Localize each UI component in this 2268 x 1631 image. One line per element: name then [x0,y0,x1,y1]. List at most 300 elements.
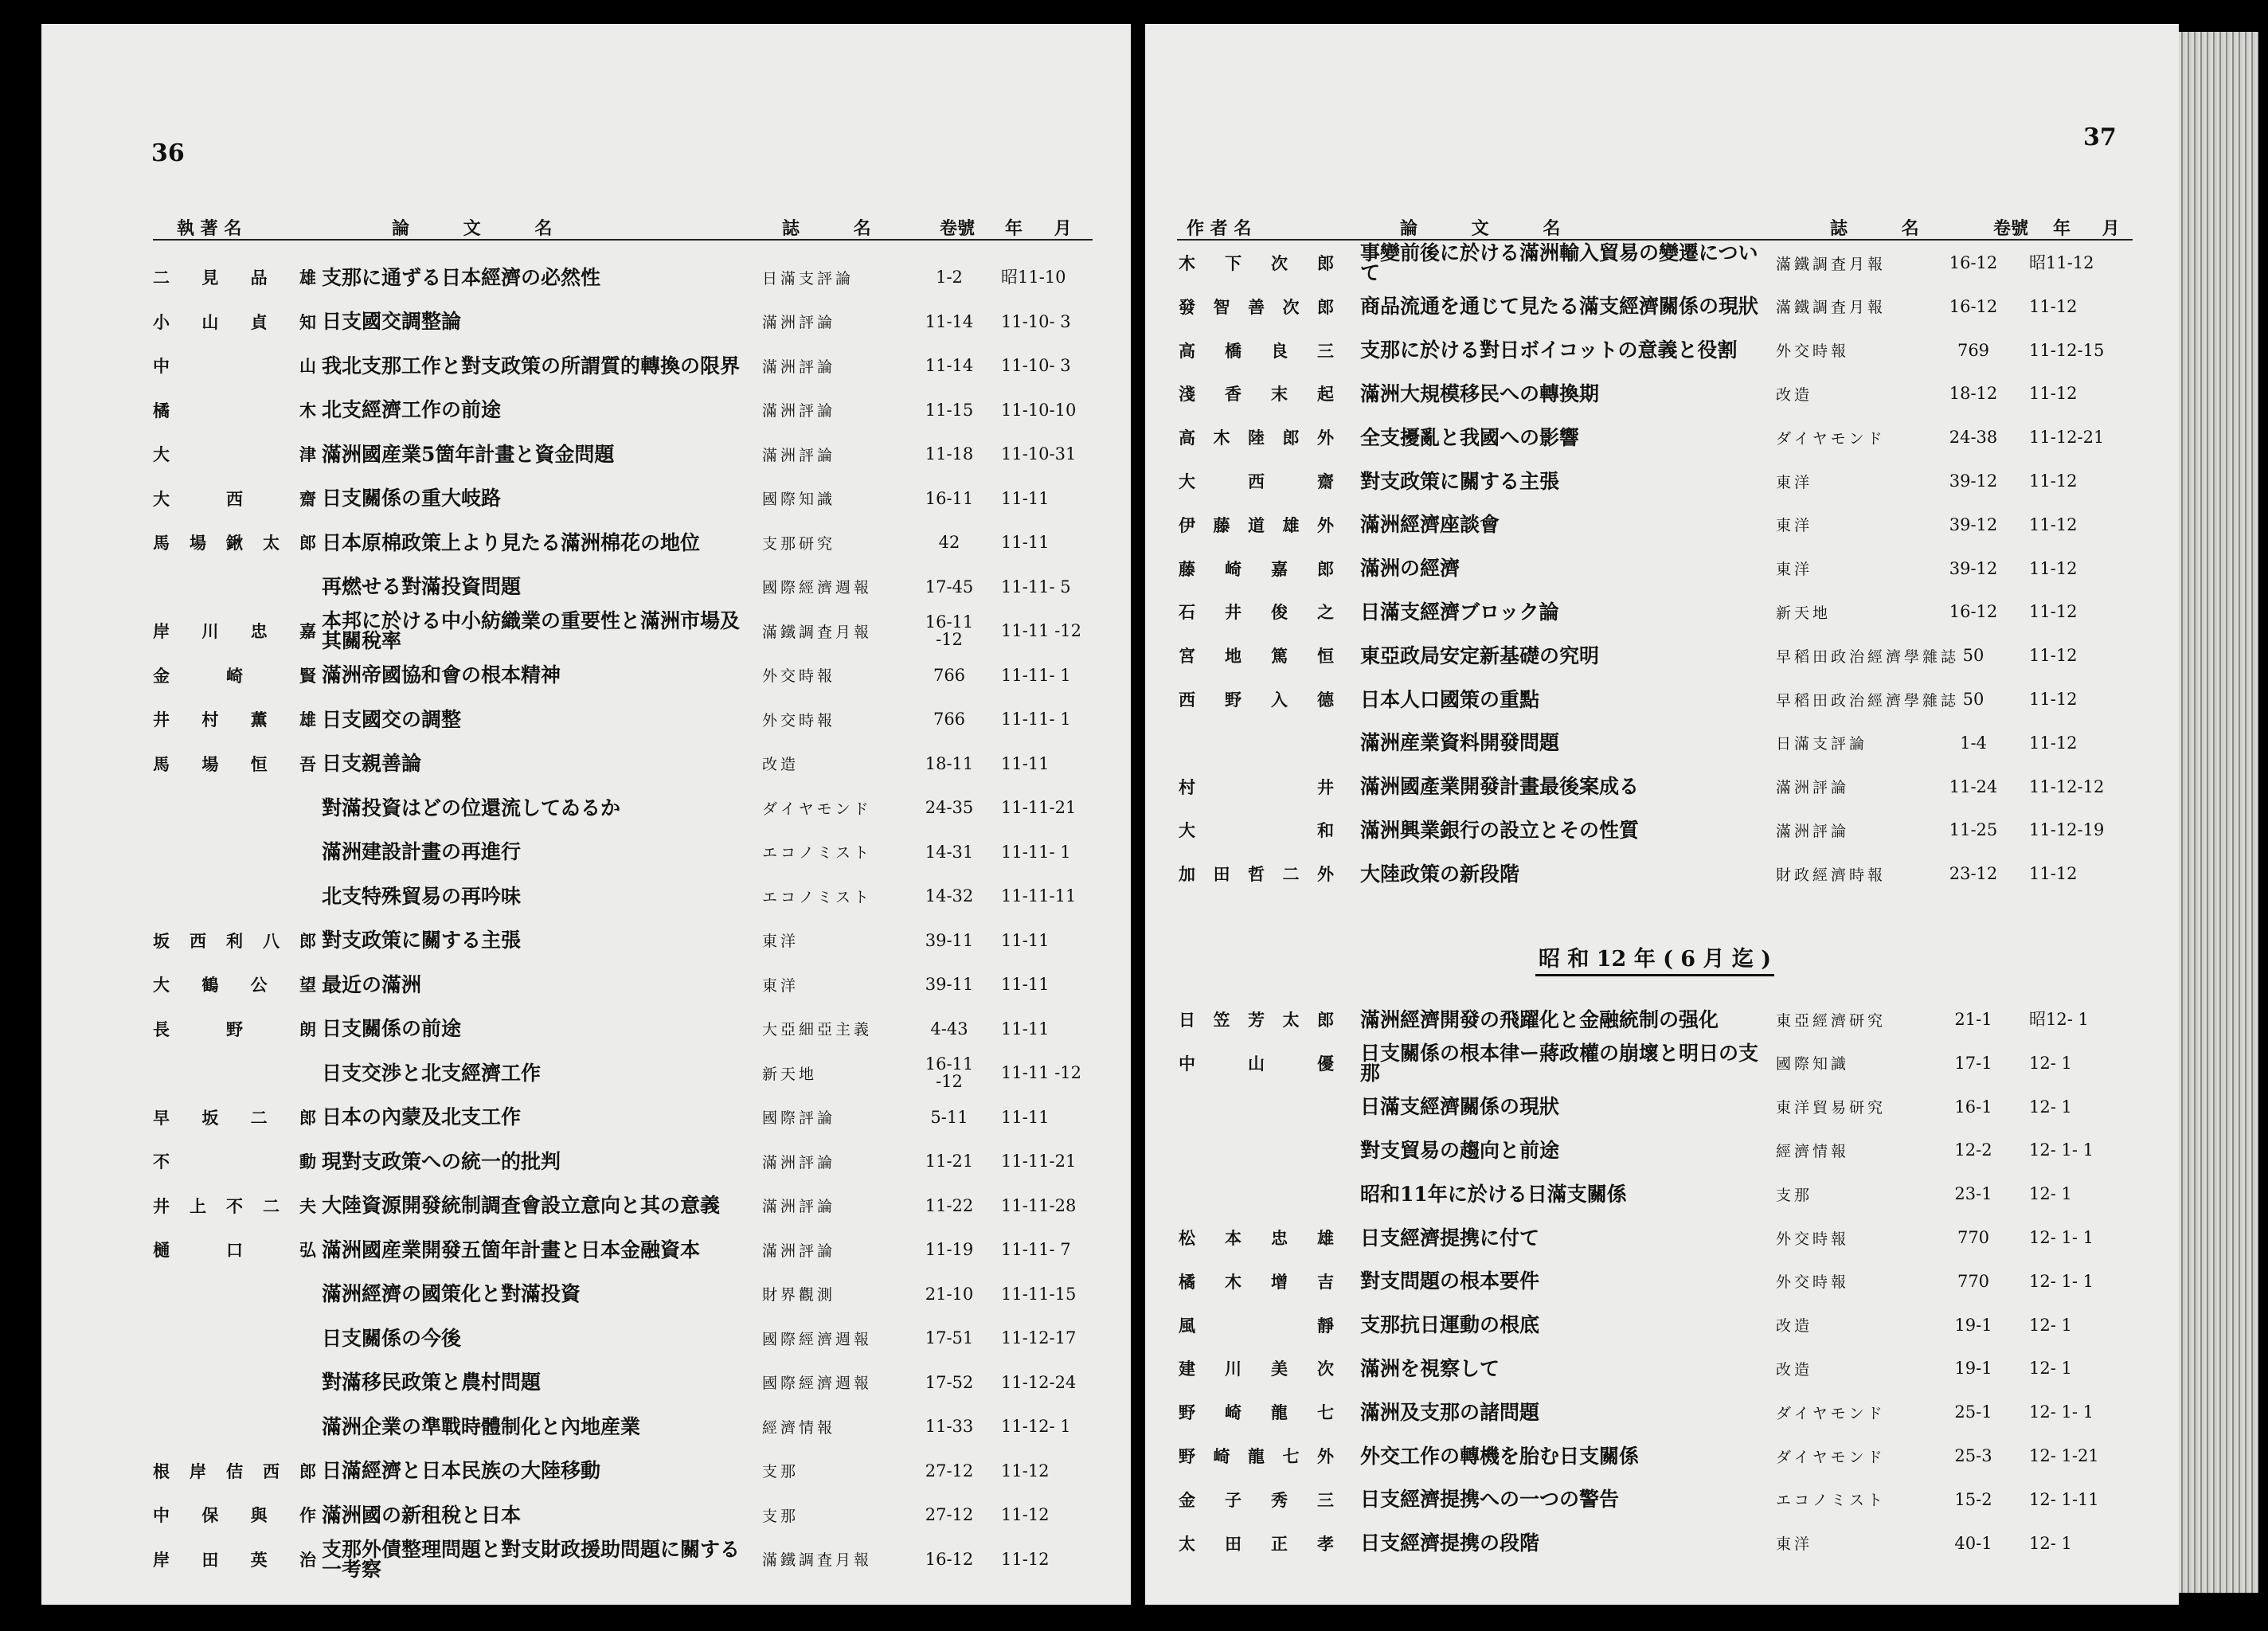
author-cell: 加 田 哲 二 外 [1179,864,1338,885]
title-cell: 對支政策に關する主張 [322,929,522,952]
volume-cell: 25-1 [1954,1402,1992,1422]
title-cell: 滿洲産業資料開發問題 [1360,731,1560,755]
header-rule [153,239,1093,241]
table-row [41,1537,1131,1582]
volume-cell: 42 [938,533,960,552]
author-cell: 野 崎 龍 七 外 [1179,1446,1338,1466]
title-cell: 外交工作の轉機を胎む日支關係 [1360,1444,1640,1468]
title-cell: 滿洲建設計畫の再進行 [322,840,522,863]
date-cell: 昭11-12 [2029,253,2094,272]
table-row [1145,589,2179,634]
table-row [1145,1521,2179,1566]
title-cell: 滿洲を視察して [1360,1356,1500,1380]
title-cell: 滿洲及支那の諸問題 [1360,1400,1540,1424]
page-number-right: 37 [2083,123,2117,151]
author-cell: 馬 場 恒 吾 [153,753,320,774]
volume-cell: 766 [933,710,966,729]
author-cell: 中 山 [153,356,320,376]
journal-cell: 外交時報 [762,711,836,729]
author-cell: 根 岸 佶 西 郎 [153,1461,320,1481]
journal-cell: 滿洲評論 [762,1242,836,1260]
title-cell: 滿洲經濟開發の飛躍化と金融統制の强化 [1360,1007,1719,1031]
table-row [1145,1390,2179,1434]
date-cell: 12- 1 [2029,1315,2072,1335]
author-cell [153,785,320,830]
title-cell: 日支關係の前途 [322,1017,462,1040]
title-cell: 對支政策に關する主張 [1360,469,1560,493]
date-cell: 昭11-10 [1001,268,1066,287]
author-cell: 大 西 齋 [153,488,320,509]
title-cell: 日支經濟提携の段階 [1360,1531,1540,1555]
table-row [1145,546,2179,591]
volume-cell: 25-3 [1954,1446,1992,1465]
date-cell: 12- 1-21 [2029,1446,2099,1465]
table-row [41,608,1131,653]
table-row [1145,721,2179,765]
title-cell: 日支關係の今後 [322,1326,462,1350]
volume-cell: 11-33 [925,1417,974,1436]
author-cell: 橘 木 [153,400,320,420]
date-cell: 11-12-24 [1001,1372,1077,1392]
journal-cell: 東洋 [1776,517,1813,535]
author-cell [153,1360,320,1405]
date-cell: 12- 1- 1 [2029,1140,2094,1160]
table-row [41,697,1131,741]
volume-cell: 16-1 [1954,1097,1992,1117]
table-row [41,388,1131,432]
volume-cell: 17-1 [1954,1053,1992,1073]
date-cell: 11-12 [2029,690,2078,709]
volume-cell: 39-12 [1949,558,1998,578]
table-row [41,1183,1131,1228]
table-row [1145,1041,2179,1085]
journal-cell: 支那 [762,1463,800,1480]
date-cell: 11-11 [1001,975,1050,994]
table-row [1145,284,2179,329]
author-cell: 二 見 品 雄 [153,268,320,287]
date-cell: 11-11- 1 [1001,842,1071,862]
journal-cell: 國際知識 [1776,1055,1850,1074]
volume-cell: 39-12 [1949,514,1998,534]
volume-cell: 23-12 [1949,864,1998,884]
table-row [1145,1128,2179,1172]
journal-cell: 滿洲評論 [762,1198,836,1215]
date-cell: 昭12- 1 [2029,1010,2089,1029]
volume-cell: 40-1 [1954,1533,1992,1553]
table-row [41,1360,1131,1405]
title-cell: 事變前後に於ける滿洲輸入貿易の變遷について [1360,241,1758,284]
title-cell: 日支交渉と北支經濟工作 [322,1061,542,1085]
title-cell: 對支問題の根本要件 [1360,1269,1540,1293]
table-row [1145,1215,2179,1260]
author-cell: 高 木 陸 郎 外 [1179,428,1338,448]
author-cell: 馬 場 鍬 太 郎 [153,533,320,553]
author-cell: 風 靜 [1179,1315,1338,1336]
table-row [1145,328,2179,373]
journal-cell: エコノミスト [1776,1492,1887,1510]
title-cell: 滿洲大規模移民への轉換期 [1360,381,1600,405]
date-cell: 11-12 [2029,602,2078,622]
date-cell: 11-11- 5 [1001,577,1071,596]
author-cell: 淺 香 末 起 [1179,384,1338,405]
volume-cell: 5-11 [930,1107,968,1127]
table-row [41,653,1131,698]
volume-cell: 11-22 [925,1195,974,1215]
volume-cell: 11-15 [925,400,974,420]
author-cell: 早 坂 二 郎 [153,1107,320,1128]
journal-cell: 滿洲評論 [1776,779,1850,797]
table-row [1145,1259,2179,1304]
table-row [41,432,1131,476]
date-cell: 11-11 -12 [1001,621,1082,640]
journal-cell: 東洋 [1776,561,1813,579]
journal-cell: 外交時報 [1776,1273,1850,1292]
table-row [41,918,1131,963]
journal-cell: 改造 [1776,1317,1813,1336]
table-row [1145,503,2179,547]
volume-cell: 50 [1962,646,1984,666]
volume-cell: 16-12 [925,1549,974,1569]
author-cell: 長 野 朗 [153,1019,320,1039]
author-cell [153,830,320,874]
title-cell: 支那に於ける對日ボイコットの意義と役割 [1360,338,1738,362]
header-author: 執 著 名 [177,218,242,239]
title-cell: 日支關係の根本律ー蔣政權の崩壞と明日の支那 [1360,1041,1759,1085]
journal-cell: 支那研究 [762,534,836,553]
journal-cell: 支那 [1776,1186,1813,1204]
date-cell: 11-10-10 [1001,400,1077,420]
journal-cell: 滿洲評論 [762,314,836,331]
journal-cell: 滿洲評論 [1776,822,1850,840]
date-cell: 11-12 [2029,864,2078,884]
author-cell: 岸 田 英 治 [153,1549,320,1570]
title-cell: 日支關係の重大岐路 [322,487,502,510]
header-author: 作 者 名 [1187,218,1252,239]
volume-cell: 11-14 [925,356,974,375]
title-cell: 大陸資源開發統制調査會設立意向と其の意義 [322,1194,721,1217]
date-cell: 11-12 [1001,1461,1050,1480]
author-cell: 日 笠 芳 太 郎 [1179,1010,1338,1030]
title-cell: 支那に通ずる日本經濟の必然性 [322,265,601,289]
volume-cell: 50 [1962,690,1984,709]
table-row [41,476,1131,521]
table-row [1145,1346,2179,1390]
table-row [41,1007,1131,1051]
date-cell: 11-12 [2029,384,2078,404]
volume-cell: 11-19 [925,1240,974,1259]
right-page [1145,24,2179,1605]
table-row [1145,1477,2179,1522]
title-cell: 對支貿易の趨向と前途 [1360,1138,1560,1162]
volume-cell: 39-12 [1949,471,1998,491]
title-cell: 支那抗日運動の根底 [1360,1313,1540,1337]
author-cell [1179,1171,1338,1216]
date-cell: 11-11 -12 [1001,1063,1082,1082]
table-row [41,1492,1131,1537]
title-cell: 日滿支經濟ブロック論 [1360,600,1559,624]
journal-cell: 國際經濟週報 [762,1330,873,1348]
author-cell: 發 智 善 次 郎 [1179,296,1338,317]
volume-cell: 4-43 [930,1019,968,1038]
journal-cell: 外交時報 [1776,1230,1850,1248]
journal-cell: 日滿支評論 [762,269,854,287]
volume-cell: 16-11 -12 [925,1054,974,1091]
title-cell: 滿洲の經濟 [1360,557,1461,581]
table-row [41,1404,1131,1449]
volume-cell: 21-1 [1954,1010,1992,1029]
volume-cell: 11-24 [1949,776,1998,796]
author-cell: 伊 藤 道 雄 外 [1179,514,1338,535]
header-title: 論 文 名 [1400,218,1585,239]
author-cell: 小 山 貞 知 [153,311,320,332]
volume-cell: 18-11 [925,753,974,773]
journal-cell: 東洋 [1776,1535,1813,1554]
header-volume: 卷號 [940,218,976,239]
journal-cell: 財政經濟時報 [1776,866,1887,884]
journal-cell: ダイヤモンド [1776,1404,1886,1422]
volume-cell: 24-38 [1949,428,1998,448]
table-row [41,1095,1131,1140]
title-cell: 滿洲企業の準戰時體制化と內地産業 [322,1414,641,1438]
title-cell: 滿洲帝國協和會の根本精神 [322,663,561,686]
volume-cell: 27-12 [925,1505,974,1524]
date-cell: 11-12-19 [2029,820,2105,840]
author-cell [153,1050,320,1095]
date-cell: 11-11-21 [1001,1152,1077,1171]
journal-cell: 外交時報 [1776,342,1850,361]
table-row [1145,1085,2179,1129]
title-cell: 日本人口國策の重點 [1360,687,1540,711]
author-cell: 大 津 [153,444,320,464]
title-cell: 對滿移民政策と農村問題 [322,1371,542,1394]
table-row [41,520,1131,565]
title-cell: 日支國交調整論 [322,310,462,333]
journal-cell: 東洋 [762,976,800,995]
volume-cell: 770 [1957,1271,1990,1291]
title-cell: 滿洲國の新租稅と日本 [322,1503,522,1527]
header-date: 年 月 [1005,218,1085,239]
journal-cell: ダイヤモンド [762,800,872,818]
journal-cell: エコノミスト [762,844,873,862]
date-cell: 12- 1- 1 [2029,1228,2094,1247]
journal-cell: 日滿支評論 [1776,735,1868,753]
page-number-left: 36 [151,139,185,167]
journal-cell: 東洋貿易研究 [1776,1099,1887,1117]
journal-cell: 國際知識 [762,491,836,508]
date-cell: 12- 1- 1 [2029,1402,2094,1422]
journal-cell: 滿鐵調査月報 [1776,299,1887,317]
journal-cell: 滿鐵調査月報 [1776,255,1887,273]
date-cell: 11-11 [1001,1107,1050,1127]
date-cell: 11-10-31 [1001,444,1077,463]
table-row [41,1227,1131,1272]
table-row [41,1449,1131,1493]
journal-cell: 改造 [1776,385,1813,404]
header-title: 論 文 名 [392,218,577,239]
title-cell: 滿洲興業銀行の設立とその性質 [1360,818,1640,842]
date-cell: 11-12- 1 [1001,1417,1071,1436]
volume-cell: 21-10 [925,1284,974,1304]
volume-cell: 16-11 -12 [925,612,974,649]
table-row [1145,371,2179,416]
author-cell: 太 田 正 孝 [1179,1533,1338,1554]
volume-cell: 19-1 [1954,1359,1992,1379]
date-cell: 11-11 [1001,930,1050,950]
title-cell: 日本の內蒙及北支工作 [322,1105,522,1128]
author-cell: 井 村 薫 雄 [153,710,320,729]
date-cell: 12- 1-11 [2029,1489,2099,1509]
date-cell: 11-11-28 [1001,1195,1077,1215]
date-cell: 11-12-15 [2029,340,2105,360]
date-cell: 11-12-12 [2029,776,2105,796]
title-cell: 我北支那工作と對支政策の所謂質的轉換の限界 [322,354,741,377]
author-cell: 中 山 優 [1179,1053,1338,1074]
volume-cell: 16-12 [1949,296,1998,316]
author-cell [153,565,320,609]
volume-cell: 39-11 [925,930,974,950]
journal-cell: エコノミスト [762,888,873,906]
author-cell [153,1272,320,1316]
volume-cell: 16-12 [1949,253,1998,272]
author-cell: 大 西 齋 [1179,471,1338,491]
journal-cell: 經濟情報 [762,1418,836,1437]
date-cell: 11-11- 1 [1001,665,1071,685]
title-cell: 日支國交の調整 [322,707,462,731]
date-cell: 11-11 [1001,1019,1050,1038]
table-row [41,830,1131,874]
volume-cell: 11-25 [1949,820,1998,840]
table-row [1145,1171,2179,1216]
table-row [1145,1303,2179,1347]
date-cell: 12- 1 [2029,1533,2072,1553]
date-cell: 12- 1 [2029,1359,2072,1379]
author-cell: 大 鶴 公 望 [153,975,320,995]
volume-cell: 17-45 [925,577,974,596]
journal-cell: 改造 [762,756,800,773]
date-cell: 11-11 [1001,533,1050,552]
title-cell: 滿洲經濟の國策化と對滿投資 [322,1282,581,1305]
author-cell: 坂 西 利 八 郎 [153,930,320,951]
table-row [1145,241,2179,285]
date-cell: 11-12-21 [2029,428,2105,448]
author-cell: 高 橋 良 三 [1179,340,1338,361]
journal-cell: 滿洲評論 [762,358,836,376]
title-cell: 對滿投資はどの位還流してゐるか [322,796,621,819]
author-cell: 樋 口 弘 [153,1240,320,1260]
volume-cell: 11-21 [925,1152,974,1171]
date-cell: 11-12 [2029,471,2078,491]
author-cell: 野 崎 龍 七 [1179,1402,1338,1423]
journal-cell: 滿洲評論 [762,402,836,420]
author-cell: 金 崎 賢 [153,665,320,686]
table-row [1145,997,2179,1042]
journal-cell: 財界觀測 [762,1286,836,1304]
author-cell: 金 子 秀 三 [1179,1489,1338,1510]
table-row [1145,415,2179,460]
volume-cell: 27-12 [925,1461,974,1480]
title-cell: 最近の滿洲 [322,972,422,996]
author-cell: 中 保 與 作 [153,1505,320,1525]
author-cell: 井 上 不 二 夫 [153,1195,320,1216]
table-row [1145,1433,2179,1478]
journal-cell: 新天地 [1776,604,1832,622]
author-cell: 松 本 忠 雄 [1179,1228,1338,1248]
volume-cell: 16-12 [1949,602,1998,622]
journal-cell: ダイヤモンド [1776,1448,1886,1466]
title-cell: 支那外債整理問題と對支財政援助問題に關する一考察 [322,1537,741,1581]
date-cell: 12- 1 [2029,1184,2072,1204]
volume-cell: 23-1 [1954,1184,1992,1204]
date-cell: 11-12 [2029,733,2078,753]
author-cell: 不 動 [153,1152,320,1171]
date-cell: 11-11-11 [1001,886,1077,905]
table-row [41,255,1131,299]
volume-cell: 18-12 [1949,384,1998,404]
table-row [1145,851,2179,896]
date-cell: 11-11 [1001,753,1050,773]
header-journal: 誌 名 [782,218,895,239]
title-cell: 再燃せる對滿投資問題 [322,575,522,598]
table-row [41,785,1131,830]
title-cell: 日支經濟提携に付て [1360,1226,1540,1250]
journal-cell: 滿洲評論 [762,1153,836,1171]
title-cell: 滿洲國產業開發計畫最後案成る [1360,775,1640,799]
author-cell [1179,1128,1338,1172]
journal-cell: ダイヤモンド [1776,429,1886,448]
title-cell: 商品流通を通じて見たる滿支經濟關係の現狀 [1360,295,1759,319]
author-cell: 藤 崎 嘉 郎 [1179,558,1338,579]
date-cell: 11-10- 3 [1001,311,1071,331]
journal-cell: 東亞經濟研究 [1776,1011,1887,1030]
table-row [1145,808,2179,852]
date-cell: 11-12 [1001,1549,1050,1569]
journal-cell: 支那 [762,1507,800,1525]
journal-cell: 滿鐵調査月報 [762,623,873,641]
author-cell: 西 野 入 德 [1179,690,1338,710]
table-row [1145,677,2179,722]
volume-cell: 12-2 [1954,1140,1992,1160]
volume-cell: 19-1 [1954,1315,1992,1335]
author-cell: 石 井 俊 之 [1179,602,1338,623]
page-edge-stack [2179,32,2258,1593]
title-cell: 東亞政局安定新基礎の究明 [1360,643,1600,667]
title-cell: 昭和11年に於ける日滿支關係 [1360,1182,1627,1206]
journal-cell: 國際經濟週報 [762,579,873,596]
journal-cell: 滿洲評論 [762,446,836,464]
date-cell: 11-11 [1001,488,1050,508]
header-volume: 卷號 [1993,218,2029,239]
title-cell: 本邦に於ける中小紡織業の重要性と滿洲市場及其關稅率 [322,609,741,652]
author-cell: 宮 地 篤 恒 [1179,646,1338,667]
date-cell: 11-11- 7 [1001,1240,1071,1259]
table-row [41,1272,1131,1316]
volume-cell: 1-2 [936,268,963,287]
title-cell: 日支經濟提携への一つの警告 [1360,1488,1620,1512]
journal-cell: 大亞細亞主義 [762,1021,873,1038]
section-heading: 昭 和 12 年 ( 6 月 迄 ) [1535,941,1774,976]
date-cell: 11-12 [2029,646,2078,666]
journal-cell: 新天地 [762,1065,818,1083]
table-row [41,962,1131,1007]
title-cell: 現對支政策への統一的批判 [322,1149,561,1173]
title-cell: 滿洲國産業5箇年計畫と資金問題 [322,442,615,466]
date-cell: 11-12-17 [1001,1328,1077,1347]
volume-cell: 11-14 [925,311,974,331]
header-date: 年 月 [2053,218,2133,239]
journal-cell: 國際評論 [762,1109,836,1127]
date-cell: 11-12 [1001,1505,1050,1524]
author-cell [1179,1085,1338,1129]
